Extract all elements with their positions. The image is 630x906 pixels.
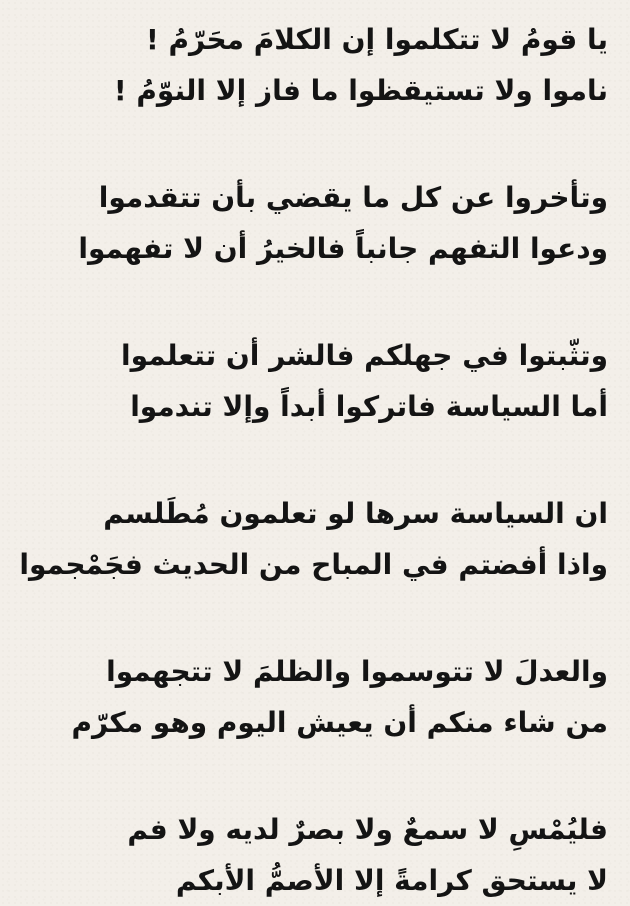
stanza-5 [22, 646, 608, 748]
verse-line: ناموا ولا تستيقظوا ما فاز إلا النوّمُ ! [113, 74, 608, 107]
verse-line: فليُمْسِ لا سمعٌ ولا بصرٌ لديه ولا فم [127, 813, 608, 846]
stanza-6 [22, 804, 608, 906]
verse-line: وتثّبتوا في جهلكم فالشر أن تتعلموا [121, 339, 608, 372]
stanza-2 [22, 172, 608, 274]
stanza-1 [22, 14, 608, 116]
verse-line: لا يستحق كرامةً إلا الأصمُّ الأبكم [175, 864, 608, 897]
stanza-4 [19, 488, 608, 590]
verse-line: وتأخروا عن كل ما يقضي بأن تتقدموا [98, 181, 608, 214]
verse-line: ان السياسة سرها لو تعلمون مُطَلسم [103, 497, 608, 530]
verse-line: واذا أفضتم في المباح من الحديث فجَمْجموا [19, 548, 608, 581]
verse-line: من شاء منكم أن يعيش اليوم وهو مكرّم [71, 706, 608, 739]
stanza-3 [22, 330, 608, 432]
verse-line: يا قومُ لا تتكلموا إن الكلامَ محَرّمُ ! [146, 23, 608, 56]
verse-line: أما السياسة فاتركوا أبداً وإلا تندموا [130, 390, 608, 423]
verse-line: والعدلَ لا تتوسموا والظلمَ لا تتجهموا [106, 655, 608, 688]
verse-line: ودعوا التفهم جانباً فالخيرُ أن لا تفهموا [78, 232, 608, 265]
